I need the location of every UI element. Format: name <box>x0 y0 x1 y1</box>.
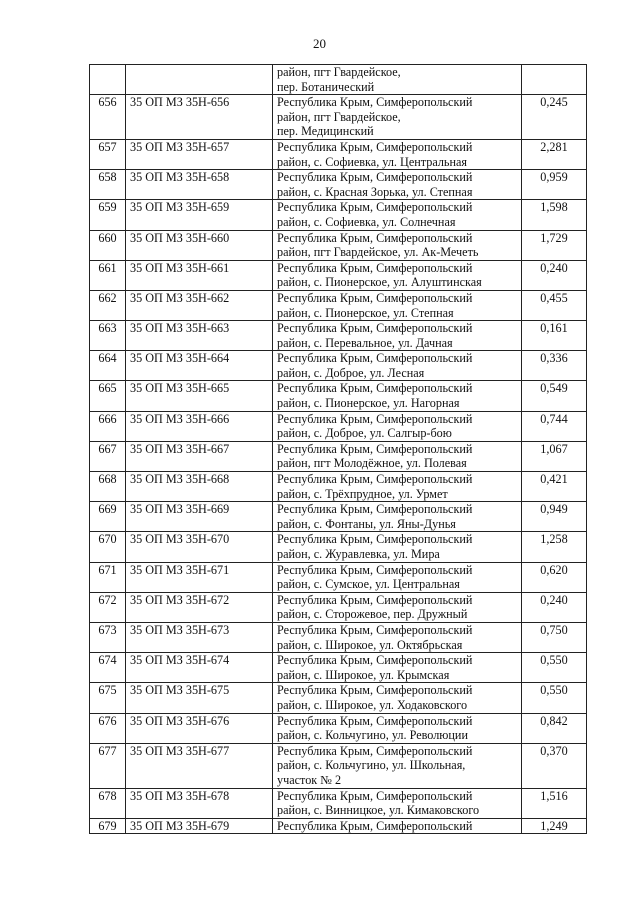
road-code: 35 ОП МЗ 35Н-671 <box>126 562 273 592</box>
road-code: 35 ОП МЗ 35Н-665 <box>126 381 273 411</box>
road-code: 35 ОП МЗ 35Н-672 <box>126 592 273 622</box>
road-length <box>522 65 587 95</box>
table-row <box>90 743 587 788</box>
road-address: Республика Крым, Симферопольский район, пгт Гвардейское, пер. Медицинский <box>273 95 522 140</box>
road-code: 35 ОП МЗ 35Н-666 <box>126 411 273 441</box>
table-row <box>90 351 587 381</box>
table-row <box>90 653 587 683</box>
row-number: 674 <box>90 653 126 683</box>
road-code <box>126 65 273 95</box>
road-length: 0,750 <box>522 622 587 652</box>
road-length: 0,949 <box>522 502 587 532</box>
table-row <box>90 622 587 652</box>
road-length: 0,549 <box>522 381 587 411</box>
road-length: 0,370 <box>522 743 587 788</box>
table-row <box>90 95 587 140</box>
table-row <box>90 788 587 818</box>
table-row <box>90 321 587 351</box>
road-length: 1,598 <box>522 200 587 230</box>
road-length: 1,249 <box>522 818 587 834</box>
row-number: 675 <box>90 683 126 713</box>
road-address: Республика Крым, Симферопольский район, с. Пионерское, ул. Нагорная <box>273 381 522 411</box>
row-number: 667 <box>90 441 126 471</box>
road-address: Республика Крым, Симферопольский район, с. Кольчугино, ул. Революции <box>273 713 522 743</box>
road-address: Республика Крым, Симферопольский район, пгт Молодёжное, ул. Полевая <box>273 441 522 471</box>
row-number: 663 <box>90 321 126 351</box>
row-number: 676 <box>90 713 126 743</box>
road-address: Республика Крым, Симферопольский район, с. Перевальное, ул. Дачная <box>273 321 522 351</box>
road-address: Республика Крым, Симферопольский район, с. Сумское, ул. Центральная <box>273 562 522 592</box>
road-code: 35 ОП МЗ 35Н-657 <box>126 139 273 169</box>
road-address: Республика Крым, Симферопольский район, с. Журавлевка, ул. Мира <box>273 532 522 562</box>
row-number: 671 <box>90 562 126 592</box>
road-code: 35 ОП МЗ 35Н-675 <box>126 683 273 713</box>
road-address: Республика Крым, Симферопольский район, с. Пионерское, ул. Алуштинская <box>273 260 522 290</box>
road-address: Республика Крым, Симферопольский район, пгт Гвардейское, ул. Ак-Мечеть <box>273 230 522 260</box>
road-address: Республика Крым, Симферопольский район, с. Трёхпрудное, ул. Урмет <box>273 472 522 502</box>
road-code: 35 ОП МЗ 35Н-660 <box>126 230 273 260</box>
road-length: 1,067 <box>522 441 587 471</box>
road-length: 0,421 <box>522 472 587 502</box>
row-number: 678 <box>90 788 126 818</box>
road-code: 35 ОП МЗ 35Н-664 <box>126 351 273 381</box>
table-row <box>90 139 587 169</box>
road-code: 35 ОП МЗ 35Н-679 <box>126 818 273 834</box>
road-code: 35 ОП МЗ 35Н-658 <box>126 170 273 200</box>
table-row <box>90 230 587 260</box>
table-row <box>90 200 587 230</box>
row-number: 664 <box>90 351 126 381</box>
table-row <box>90 411 587 441</box>
road-address: Республика Крым, Симферопольский район, с. Фонтаны, ул. Яны-Дунья <box>273 502 522 532</box>
table-row <box>90 170 587 200</box>
row-number: 672 <box>90 592 126 622</box>
table-row <box>90 472 587 502</box>
row-number <box>90 65 126 95</box>
road-address: Республика Крым, Симферопольский район, с. Сторожевое, пер. Дружный <box>273 592 522 622</box>
row-number: 665 <box>90 381 126 411</box>
road-length: 0,744 <box>522 411 587 441</box>
road-code: 35 ОП МЗ 35Н-677 <box>126 743 273 788</box>
road-code: 35 ОП МЗ 35Н-670 <box>126 532 273 562</box>
road-address: Республика Крым, Симферопольский район, с. Широкое, ул. Крымская <box>273 653 522 683</box>
road-length: 0,240 <box>522 260 587 290</box>
row-number: 677 <box>90 743 126 788</box>
road-code: 35 ОП МЗ 35Н-663 <box>126 321 273 351</box>
row-number: 669 <box>90 502 126 532</box>
road-address: район, пгт Гвардейское, пер. Ботанический <box>273 65 522 95</box>
table-row <box>90 290 587 320</box>
table-row <box>90 592 587 622</box>
row-number: 656 <box>90 95 126 140</box>
row-number: 660 <box>90 230 126 260</box>
road-address: Республика Крым, Симферопольский район, с. Доброе, ул. Салгыр-бою <box>273 411 522 441</box>
table-row <box>90 502 587 532</box>
row-number: 659 <box>90 200 126 230</box>
road-length: 1,516 <box>522 788 587 818</box>
row-number: 668 <box>90 472 126 502</box>
road-length: 0,620 <box>522 562 587 592</box>
road-length: 0,842 <box>522 713 587 743</box>
road-length: 0,245 <box>522 95 587 140</box>
roads-registry-table <box>89 64 587 834</box>
road-address: Республика Крым, Симферопольский <box>273 818 522 834</box>
table-row <box>90 441 587 471</box>
table-row <box>90 683 587 713</box>
road-code: 35 ОП МЗ 35Н-667 <box>126 441 273 471</box>
road-code: 35 ОП МЗ 35Н-668 <box>126 472 273 502</box>
road-code: 35 ОП МЗ 35Н-678 <box>126 788 273 818</box>
road-address: Республика Крым, Симферопольский район, с. Софиевка, ул. Центральная <box>273 139 522 169</box>
road-code: 35 ОП МЗ 35Н-662 <box>126 290 273 320</box>
road-length: 0,161 <box>522 321 587 351</box>
road-length: 0,240 <box>522 592 587 622</box>
road-address: Республика Крым, Симферопольский район, с. Красная Зорька, ул. Степная <box>273 170 522 200</box>
road-length: 0,336 <box>522 351 587 381</box>
road-length: 1,258 <box>522 532 587 562</box>
page-number: 20 <box>313 36 326 51</box>
road-address: Республика Крым, Симферопольский район, с. Кольчугино, ул. Школьная, участок № 2 <box>273 743 522 788</box>
table-row <box>90 381 587 411</box>
road-length: 0,550 <box>522 683 587 713</box>
road-address: Республика Крым, Симферопольский район, с. Винницкое, ул. Кимаковского <box>273 788 522 818</box>
road-length: 1,729 <box>522 230 587 260</box>
road-code: 35 ОП МЗ 35Н-659 <box>126 200 273 230</box>
table-row <box>90 532 587 562</box>
road-length: 0,550 <box>522 653 587 683</box>
road-address: Республика Крым, Симферопольский район, с. Пионерское, ул. Степная <box>273 290 522 320</box>
row-number: 662 <box>90 290 126 320</box>
row-number: 661 <box>90 260 126 290</box>
road-code: 35 ОП МЗ 35Н-661 <box>126 260 273 290</box>
row-number: 670 <box>90 532 126 562</box>
table-row <box>90 65 587 95</box>
road-code: 35 ОП МЗ 35Н-669 <box>126 502 273 532</box>
table-row <box>90 562 587 592</box>
table-row <box>90 713 587 743</box>
road-length: 2,281 <box>522 139 587 169</box>
row-number: 657 <box>90 139 126 169</box>
road-address: Республика Крым, Симферопольский район, с. Широкое, ул. Октябрьская <box>273 622 522 652</box>
road-code: 35 ОП МЗ 35Н-673 <box>126 622 273 652</box>
road-length: 0,959 <box>522 170 587 200</box>
table-row <box>90 260 587 290</box>
road-address: Республика Крым, Симферопольский район, с. Софиевка, ул. Солнечная <box>273 200 522 230</box>
road-code: 35 ОП МЗ 35Н-656 <box>126 95 273 140</box>
road-code: 35 ОП МЗ 35Н-674 <box>126 653 273 683</box>
table-row <box>90 818 587 834</box>
road-code: 35 ОП МЗ 35Н-676 <box>126 713 273 743</box>
road-address: Республика Крым, Симферопольский район, с. Широкое, ул. Ходаковского <box>273 683 522 713</box>
row-number: 658 <box>90 170 126 200</box>
road-length: 0,455 <box>522 290 587 320</box>
row-number: 666 <box>90 411 126 441</box>
row-number: 673 <box>90 622 126 652</box>
road-address: Республика Крым, Симферопольский район, с. Доброе, ул. Лесная <box>273 351 522 381</box>
row-number: 679 <box>90 818 126 834</box>
